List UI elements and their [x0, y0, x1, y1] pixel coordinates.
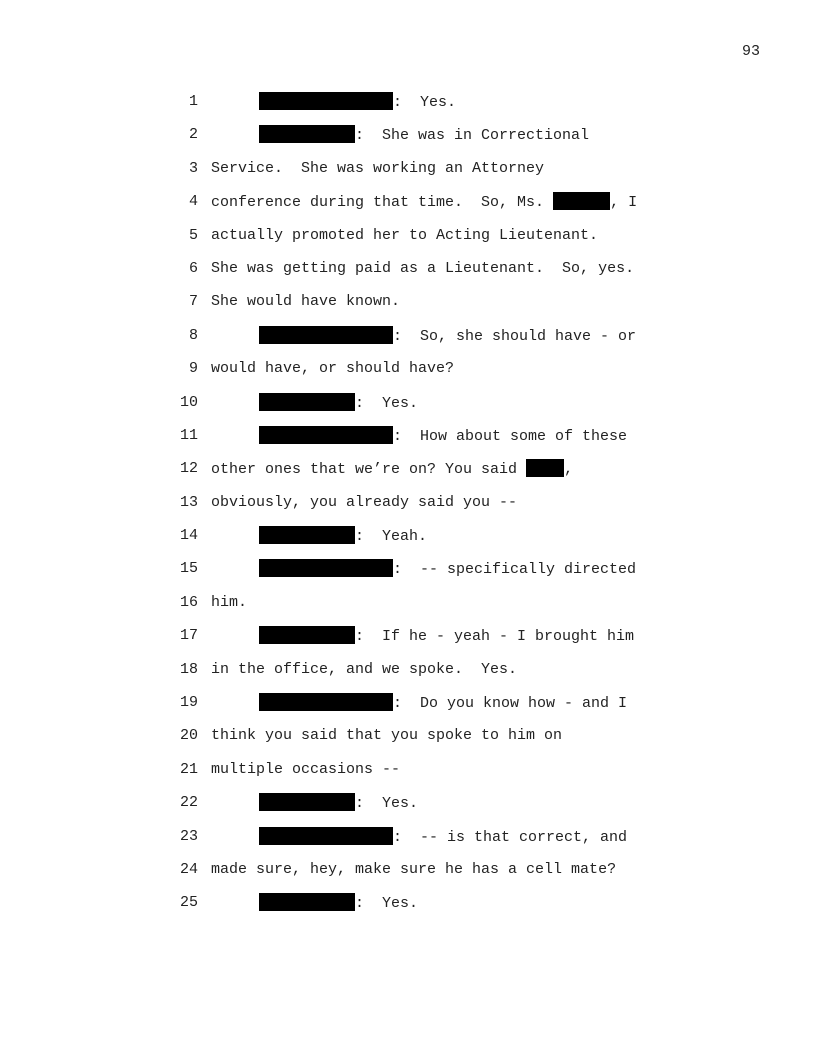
- line-text: [211, 226, 598, 246]
- line-text: [211, 726, 562, 746]
- transcript-line: [0, 292, 816, 325]
- text-segment: : Yes.: [355, 394, 419, 412]
- text-segment: : If he - yeah - I brought him: [355, 628, 635, 646]
- line-number: 19: [179, 694, 198, 712]
- line-number: 23: [179, 827, 198, 845]
- line-number: 5: [188, 226, 198, 244]
- line-text: [211, 359, 454, 379]
- speaker-line-text: [259, 526, 427, 547]
- transcript-line: [0, 693, 816, 726]
- line-text: [211, 860, 616, 880]
- redaction-box: [259, 693, 393, 711]
- transcript-line: [0, 593, 816, 626]
- redaction-box: [526, 459, 564, 477]
- line-number: 6: [188, 259, 198, 277]
- redaction-box: [259, 793, 355, 811]
- line-text: [211, 259, 634, 279]
- text-segment: : -- is that correct, and: [393, 828, 628, 846]
- text-segment: him.: [211, 593, 248, 611]
- transcript-line: [0, 626, 816, 659]
- redaction-box: [259, 626, 355, 644]
- text-segment: , I: [610, 194, 638, 212]
- text-segment: : Yeah.: [355, 528, 428, 546]
- line-number: 15: [179, 560, 198, 578]
- line-number: 16: [179, 593, 198, 611]
- text-segment: multiple occasions --: [211, 760, 401, 778]
- line-number: 3: [188, 159, 198, 177]
- line-text: [211, 292, 400, 312]
- speaker-line-text: [259, 827, 627, 848]
- line-text: [211, 459, 573, 480]
- speaker-line-text: [259, 326, 636, 347]
- transcript-line: [0, 393, 816, 426]
- transcript-line: [0, 860, 816, 893]
- line-number: 2: [188, 126, 198, 144]
- transcript-line: [0, 259, 816, 292]
- transcript-line: [0, 660, 816, 693]
- line-number: 13: [179, 493, 198, 511]
- transcript-line: [0, 359, 816, 392]
- text-segment: ,: [564, 461, 574, 479]
- line-number: 17: [179, 627, 198, 645]
- text-segment: She would have known.: [211, 293, 401, 311]
- text-segment: : Yes.: [393, 94, 457, 111]
- text-segment: actually promoted her to Acting Lieutenant.: [211, 226, 599, 244]
- transcript-line: [0, 893, 816, 926]
- line-number: 1: [188, 93, 198, 110]
- page-number: 93: [742, 43, 761, 60]
- line-number: 25: [179, 894, 198, 912]
- transcript-line: [0, 827, 816, 860]
- redaction-box: [259, 559, 393, 577]
- transcript-line: [0, 326, 816, 359]
- text-segment: conference during that time. So, Ms.: [211, 194, 554, 212]
- transcript-line: [0, 559, 816, 592]
- speaker-line-text: [259, 893, 418, 914]
- line-number: 12: [179, 460, 198, 478]
- transcript-line: [0, 426, 816, 459]
- line-number: 20: [179, 727, 198, 745]
- line-number: 24: [179, 860, 198, 878]
- line-text: [211, 593, 247, 613]
- line-number: 18: [179, 660, 198, 678]
- speaker-line-text: [259, 793, 418, 814]
- transcript-line: [0, 226, 816, 259]
- transcript-line: [0, 493, 816, 526]
- transcript-line: [0, 192, 816, 225]
- transcript-line: [0, 760, 816, 793]
- speaker-line-text: [259, 693, 627, 714]
- transcript-line: [0, 159, 816, 192]
- line-number: 7: [188, 293, 198, 311]
- redaction-box: [259, 827, 393, 845]
- line-number: 4: [188, 193, 198, 211]
- line-number: 22: [179, 794, 198, 812]
- line-text: [211, 493, 517, 513]
- line-number: 14: [179, 527, 198, 545]
- text-segment: Service. She was working an Attorney: [211, 159, 545, 177]
- text-segment: : Yes.: [355, 795, 419, 813]
- line-text: [211, 192, 637, 213]
- speaker-line-text: [259, 125, 589, 146]
- line-text: [211, 760, 400, 780]
- speaker-line-text: [259, 426, 627, 447]
- line-text: [211, 159, 544, 179]
- line-number: 8: [188, 326, 198, 344]
- text-segment: : How about some of these: [393, 427, 628, 445]
- line-number: 21: [179, 760, 198, 778]
- text-segment: She was getting paid as a Lieutenant. So, yes.: [211, 259, 635, 277]
- text-segment: would have, or should have?: [211, 360, 455, 378]
- speaker-line-text: [259, 92, 456, 113]
- line-number: 10: [179, 393, 198, 411]
- redaction-box: [259, 526, 355, 544]
- speaker-line-text: [259, 626, 634, 647]
- text-segment: : Do you know how - and I: [393, 695, 628, 713]
- transcript-line: [0, 125, 816, 158]
- text-segment: made sure, hey, make sure he has a cell mate?: [211, 860, 617, 878]
- transcript-line: [0, 459, 816, 492]
- transcript-line: [0, 793, 816, 826]
- transcript-line: [0, 526, 816, 559]
- redaction-box: [259, 125, 355, 143]
- transcript-line: [0, 92, 816, 125]
- line-number: 9: [188, 360, 198, 378]
- text-segment: : So, she should have - or: [393, 327, 637, 345]
- text-segment: : -- specifically directed: [393, 561, 637, 579]
- speaker-line-text: [259, 559, 636, 580]
- line-number: 11: [179, 426, 198, 444]
- text-segment: other ones that we’re on? You said: [211, 461, 527, 479]
- redaction-box: [259, 426, 393, 444]
- text-segment: : She was in Correctional: [355, 127, 590, 145]
- text-segment: : Yes.: [355, 895, 419, 913]
- transcript-line: [0, 726, 816, 759]
- text-segment: obviously, you already said you --: [211, 493, 518, 511]
- speaker-line-text: [259, 393, 418, 414]
- redaction-box: [259, 326, 393, 344]
- text-segment: in the office, and we spoke. Yes.: [211, 660, 518, 678]
- transcript-body: [0, 92, 816, 927]
- redaction-box: [259, 393, 355, 411]
- redaction-box: [553, 192, 610, 210]
- redaction-box: [259, 92, 393, 110]
- text-segment: think you said that you spoke to him on: [211, 727, 563, 745]
- line-text: [211, 660, 517, 680]
- redaction-box: [259, 893, 355, 911]
